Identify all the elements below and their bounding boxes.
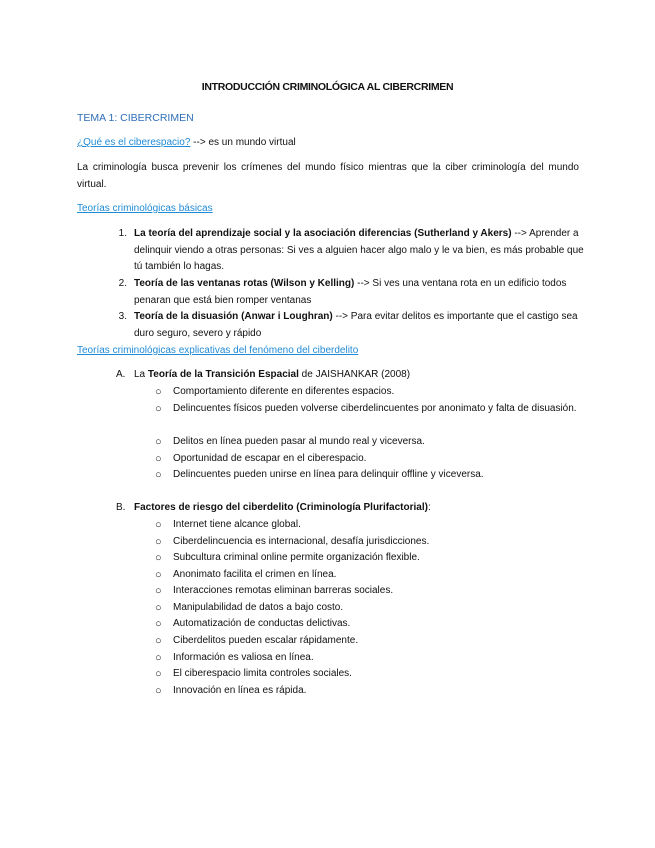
bullet-circle-icon: ○	[155, 552, 162, 564]
list-item: Manipulabilidad de datos a bajo costo.	[173, 602, 344, 613]
bullet-circle-icon: ○	[155, 386, 162, 398]
section-letter-b: B.	[116, 502, 126, 513]
list-item: Oportunidad de escapar en el ciberespacio.	[173, 453, 367, 464]
list-number: 3.	[118, 311, 127, 322]
section-a-suffix: de JAISHANKAR (2008)	[298, 369, 411, 380]
section-b-suffix: :	[427, 502, 431, 513]
bullet-circle-icon: ○	[155, 652, 162, 664]
bullet-circle-icon: ○	[155, 635, 162, 647]
document-title: INTRODUCCIÓN CRIMINOLÓGICA AL CIBERCRIMEN	[201, 81, 454, 93]
section-letter-a: A.	[116, 369, 126, 380]
theory-title: La teoría del aprendizaje social y la asociación diferencias (Sutherland y Akers)	[134, 228, 512, 239]
list-item: Interacciones remotas eliminan barreras sociales.	[173, 585, 394, 596]
list-item: Innovación en línea es rápida.	[173, 685, 307, 696]
bullet-circle-icon: ○	[155, 469, 162, 481]
list-item: Ciberdelincuencia es internacional, desafía jurisdicciones.	[173, 536, 430, 547]
basic-theories-heading-link[interactable]: Teorías criminológicas básicas	[77, 203, 213, 214]
theory-title: Teoría de la disuasión (Anwar i Loughran)	[134, 311, 333, 322]
list-item-theory-1	[134, 226, 594, 276]
list-item: Comportamiento diferente en diferentes espacios.	[173, 386, 395, 397]
bullet-circle-icon: ○	[155, 519, 162, 531]
bullet-circle-icon: ○	[155, 403, 162, 415]
list-number: 1.	[118, 228, 127, 239]
bullet-circle-icon: ○	[155, 668, 162, 680]
bullet-circle-icon: ○	[155, 536, 162, 548]
section-b-bold: Factores de riesgo del ciberdelito (Criminología Plurifactorial)	[134, 502, 428, 513]
section-a-title	[134, 367, 410, 384]
theory-text: --> Aprender a delinquir viendo a otras personas: Si ves a alguien hacer algo malo y le va bien, es más probable que tú también lo hagas.	[134, 228, 584, 272]
cyberspace-answer: --> es un mundo virtual	[190, 137, 296, 148]
bullet-circle-icon: ○	[155, 685, 162, 697]
theory-text: --> Para evitar delitos es importante que el castigo sea duro seguro, severo y rápido	[134, 311, 578, 339]
list-item: El ciberespacio limita controles sociales.	[173, 668, 352, 679]
section-heading-tema: TEMA 1: CIBERCRIMEN	[77, 112, 194, 124]
section-a-prefix: La	[134, 369, 148, 380]
cyberspace-question-link[interactable]: ¿Qué es el ciberespacio?	[77, 137, 191, 148]
list-item-theory-2	[134, 276, 594, 309]
list-item: Subcultura criminal online permite organización flexible.	[173, 552, 420, 563]
bullet-circle-icon: ○	[155, 436, 162, 448]
intro-paragraph: La criminología busca prevenir los crímenes del mundo físico mientras que la ciber criminología del mundo virtual.	[77, 162, 579, 190]
list-item: Delincuentes pueden unirse en línea para delinquir offline y viceversa.	[173, 469, 484, 480]
bullet-circle-icon: ○	[155, 453, 162, 465]
list-item: Delincuentes físicos pueden volverse ciberdelincuentes por anonimato y falta de disuasión.	[173, 403, 577, 414]
bullet-circle-icon: ○	[155, 585, 162, 597]
list-item-theory-3	[134, 309, 594, 342]
cyberspace-line	[77, 135, 296, 152]
section-a-bold: Teoría de la Transición Espacial	[147, 369, 299, 380]
theory-title: Teoría de las ventanas rotas (Wilson y Kelling)	[134, 278, 355, 289]
explanatory-theories-heading-link[interactable]: Teorías criminológicas explicativas del fenómeno del ciberdelito	[77, 345, 359, 356]
bullet-circle-icon: ○	[155, 602, 162, 614]
theory-text: --> Si ves una ventana rota en un edificio todos penaran que está bien romper ventanas	[134, 278, 567, 306]
section-b-title	[134, 500, 431, 517]
list-item: Automatización de conductas delictivas.	[173, 618, 351, 629]
list-item: Ciberdelitos pueden escalar rápidamente.	[173, 635, 359, 646]
list-item: Información es valiosa en línea.	[173, 652, 314, 663]
list-item: Internet tiene alcance global.	[173, 519, 301, 530]
list-number: 2.	[118, 278, 127, 289]
bullet-circle-icon: ○	[155, 569, 162, 581]
list-item: Anonimato facilita el crimen en línea.	[173, 569, 337, 580]
bullet-circle-icon: ○	[155, 618, 162, 630]
list-item: Delitos en línea pueden pasar al mundo real y viceversa.	[173, 436, 425, 447]
